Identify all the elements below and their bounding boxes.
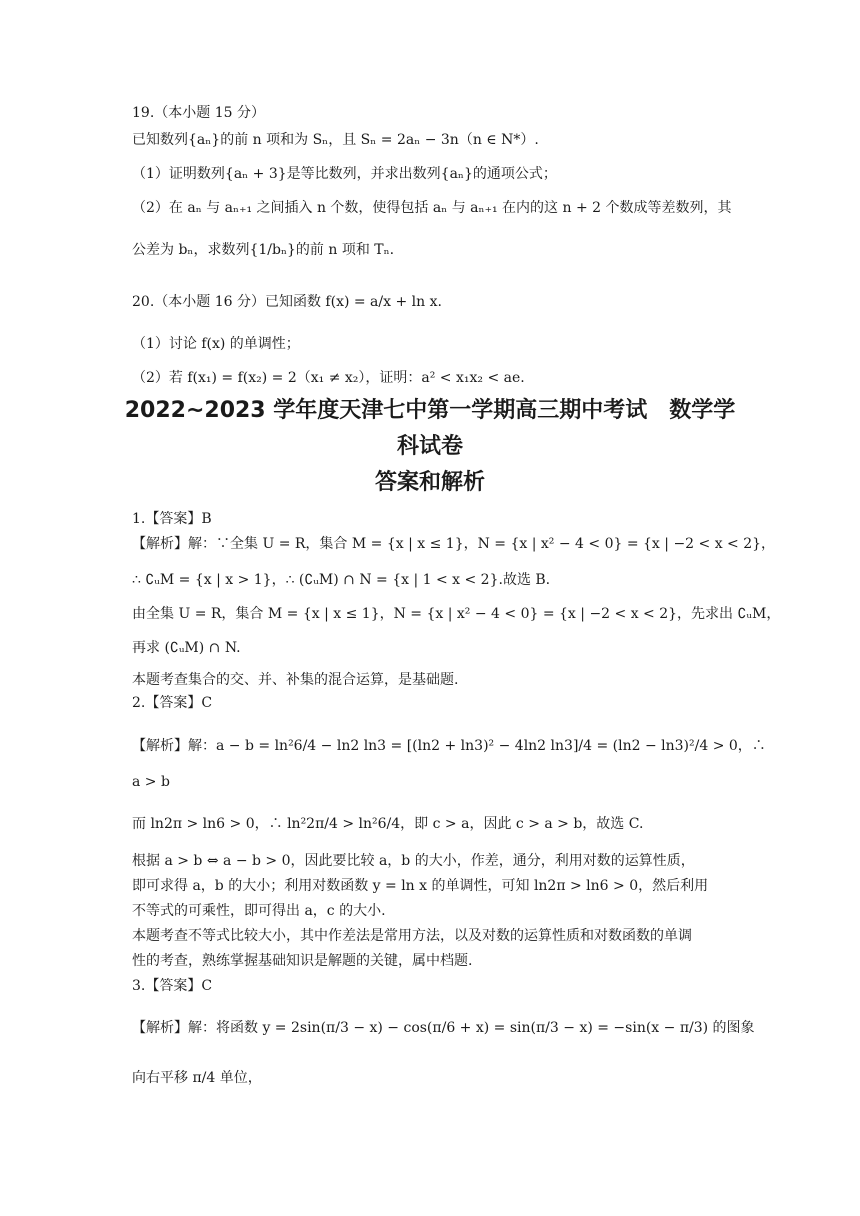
text-line: 【解析】解：a − b = ln²6/4 − ln2 ln3 = [(ln2 + ln3)² − 4ln2 ln3]/4 = (ln2 − ln3)²/4 > 0，∴ xyxy=(132,738,766,754)
text-line: 【解析】解：将函数 y = 2sin(π/3 − x) − cos(π/6 + x) = sin(π/3 − x) = −sin(x − π/3) 的图象 xyxy=(132,1020,755,1036)
text-line: 3.【答案】C xyxy=(132,978,213,994)
text-line: a > b xyxy=(132,774,170,790)
text-line: 1.【答案】B xyxy=(132,511,212,527)
answer-title: 科试卷 xyxy=(396,434,463,459)
text-line: 本题考查集合的交、并、补集的混合运算，是基础题. xyxy=(132,672,459,688)
text-line: 根据 a > b ⇔ a − b > 0，因此要比较 a，b 的大小，作差，通分，利用对数的运算性质， xyxy=(132,853,695,869)
text-line: 而 ln2π > ln6 > 0，∴ ln²2π/4 > ln²6/4，即 c > a，因此 c > a > b，故选 C. xyxy=(132,816,644,832)
text-line: 公差为 bₙ，求数列{1/bₙ}的前 n 项和 Tₙ. xyxy=(132,242,395,258)
text-line: 19.（本小题 15 分） xyxy=(132,105,265,121)
text-line: 【解析】解：∵全集 U = R，集合 M = {x | x ≤ 1}，N = {x | x² − 4 < 0} = {x | −2 < x < 2}， xyxy=(132,536,776,552)
text-line: 已知数列{aₙ}的前 n 项和为 Sₙ，且 Sₙ = 2aₙ − 3n（n ∈ N*）. xyxy=(132,132,539,148)
text-line: ∴ ∁ᵤM = {x | x > 1}，∴ (∁ᵤM) ∩ N = {x | 1 < x < 2}.故选 B. xyxy=(132,572,551,588)
text-line: （1）讨论 f(x) 的单调性； xyxy=(132,336,300,352)
text-line: 20.（本小题 16 分）已知函数 f(x) = a/x + ln x. xyxy=(132,294,442,310)
answer-title: 2022~2023 学年度天津七中第一学期高三期中考试 数学学 xyxy=(124,398,736,423)
text-line: 再求 (∁ᵤM) ∩ N. xyxy=(132,640,241,656)
text-line: （2）若 f(x₁) = f(x₂) = 2（x₁ ≠ x₂），证明：a² < x₁x₂ < ae. xyxy=(132,370,525,386)
text-line: （1）证明数列{aₙ + 3}是等比数列，并求出数列{aₙ}的通项公式； xyxy=(132,166,557,182)
text-line: 性的考查，熟练掌握基础知识是解题的关键，属中档题. xyxy=(132,953,473,969)
answer-subtitle: 答案和解析 xyxy=(374,470,485,495)
text-line: 本题考查不等式比较大小，其中作差法是常用方法，以及对数的运算性质和对数函数的单调 xyxy=(132,928,692,944)
text-line: 即可求得 a，b 的大小；利用对数函数 y = ln x 的单调性，可知 ln2π > ln6 > 0，然后利用 xyxy=(132,878,709,894)
text-line: 2.【答案】C xyxy=(132,695,213,711)
text-line: 向右平移 π/4 单位， xyxy=(132,1070,262,1086)
text-line: 不等式的可乘性，即可得出 a，c 的大小. xyxy=(132,903,386,919)
text-line: 由全集 U = R，集合 M = {x | x ≤ 1}，N = {x | x² − 4 < 0} = {x | −2 < x < 2}，先求出 ∁ᵤM， xyxy=(132,606,781,622)
text-line: （2）在 aₙ 与 aₙ₊₁ 之间插入 n 个数，使得包括 aₙ 与 aₙ₊₁ 在内的这 n + 2 个数成等差数列，其 xyxy=(132,200,732,216)
